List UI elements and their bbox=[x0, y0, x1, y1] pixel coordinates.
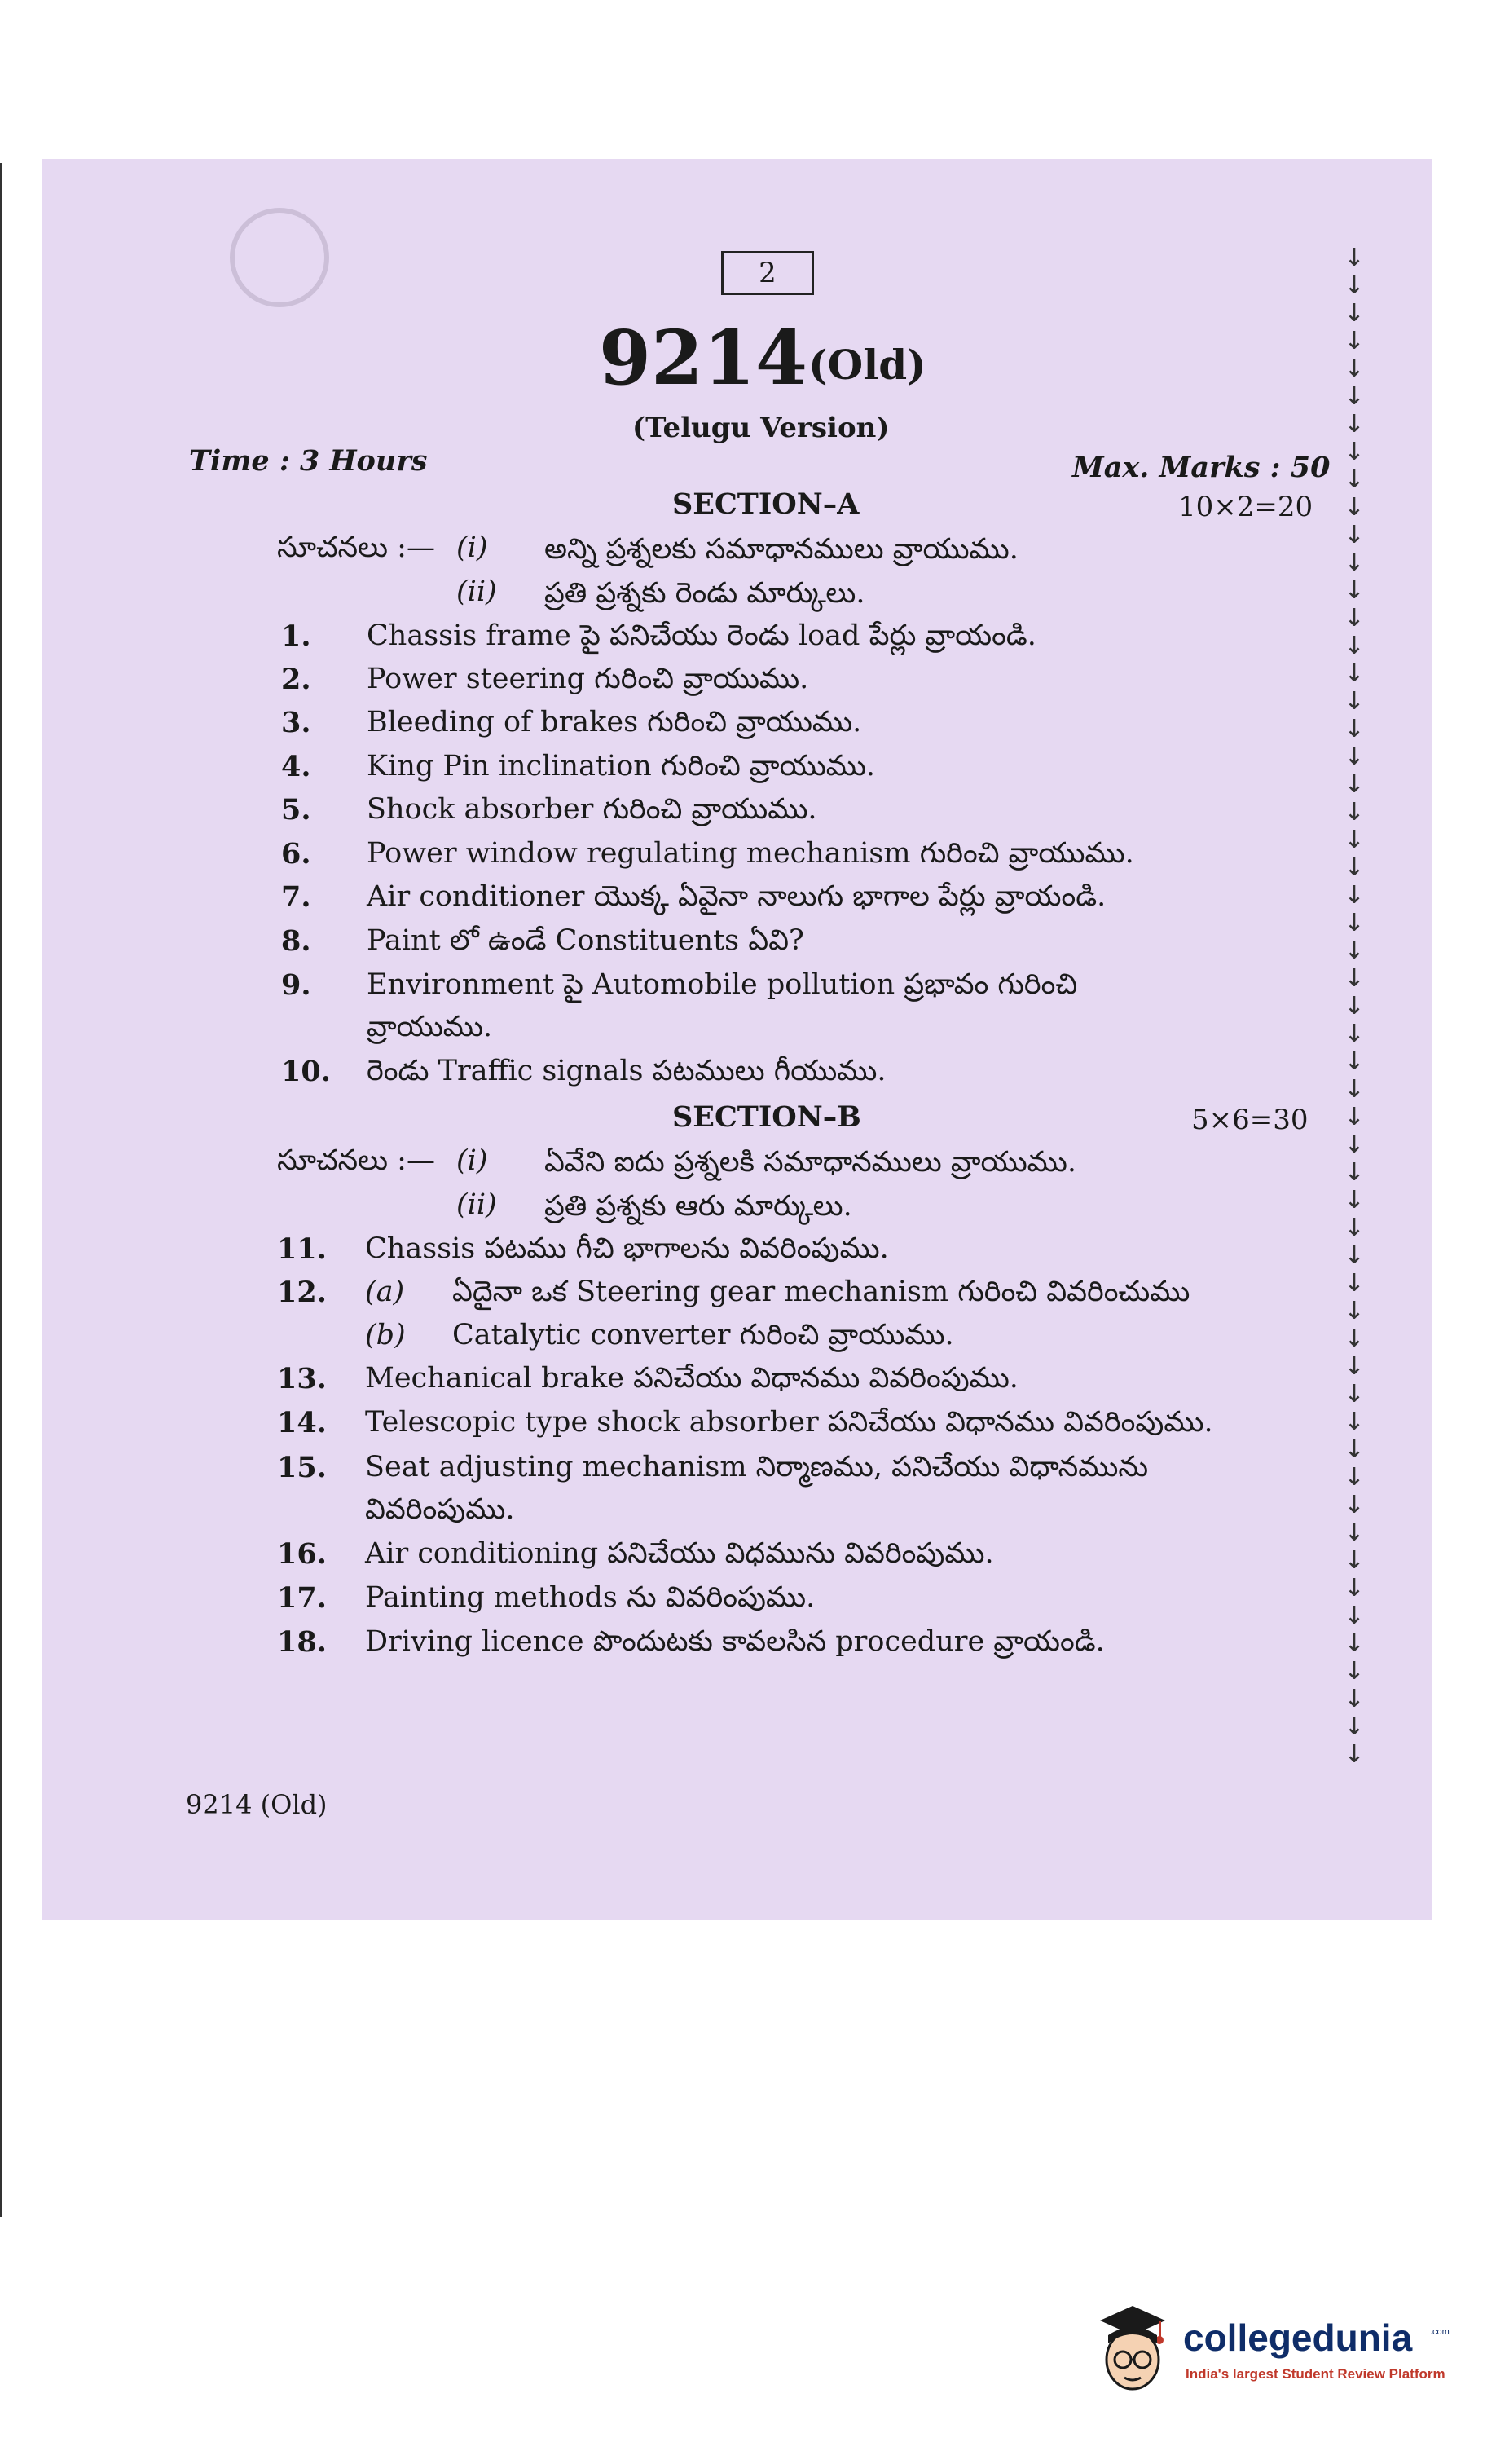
question-number: 3. bbox=[281, 706, 311, 739]
question-number: 10. bbox=[281, 1055, 331, 1088]
margin-arrow-icon: ↓ bbox=[1344, 521, 1365, 549]
section-a-note-text: అన్ని ప్రశ్నలకు సమాధానములు వ్రాయుము. bbox=[544, 533, 1019, 566]
margin-arrow-icon: ↓ bbox=[1344, 826, 1365, 854]
time-label: Time : 3 Hours bbox=[189, 444, 428, 478]
margin-arrow-icon: ↓ bbox=[1344, 1712, 1365, 1741]
question-number: 13. bbox=[277, 1362, 327, 1395]
question-sub-label: (b) bbox=[365, 1319, 406, 1351]
margin-arrow-icon: ↓ bbox=[1344, 1352, 1365, 1381]
margin-arrow-icon: ↓ bbox=[1344, 743, 1365, 771]
margin-arrow-icon: ↓ bbox=[1344, 1103, 1365, 1131]
margin-arrow-icon: ↓ bbox=[1344, 355, 1365, 383]
footer-paper-code: 9214 (Old) bbox=[186, 1789, 328, 1820]
student-mascot-icon bbox=[1092, 2303, 1173, 2400]
collegedunia-logo bbox=[1092, 2303, 1450, 2400]
margin-arrow-icon: ↓ bbox=[1344, 438, 1365, 466]
margin-arrow-icon: ↓ bbox=[1344, 937, 1365, 965]
margin-arrow-icon: ↓ bbox=[1344, 715, 1365, 743]
margin-arrow-icon: ↓ bbox=[1344, 244, 1365, 272]
margin-arrow-icon: ↓ bbox=[1344, 1491, 1365, 1519]
question-text: Air conditioning పనిచేయు విధమును వివరింపుము. bbox=[365, 1537, 994, 1570]
question-text-continued: వ్రాయుము. bbox=[367, 1011, 493, 1043]
margin-arrow-icon: ↓ bbox=[1344, 1214, 1365, 1242]
margin-arrow-icon: ↓ bbox=[1344, 659, 1365, 688]
question-number: 14. bbox=[277, 1406, 327, 1439]
paper-code: 9214 bbox=[599, 314, 808, 402]
question-number: 15. bbox=[277, 1451, 327, 1484]
margin-arrow-icon: ↓ bbox=[1344, 549, 1365, 577]
margin-arrow-icon: ↓ bbox=[1344, 465, 1365, 494]
question-text: Environment పై Automobile pollution ప్రభావం గురించి bbox=[367, 968, 1078, 1001]
margin-arrow-icon: ↓ bbox=[1344, 1657, 1365, 1686]
question-text: Power window regulating mechanism గురించి వ్రాయుము. bbox=[367, 837, 1134, 870]
question-text: రెండు Traffic signals పటములు గీయుము. bbox=[367, 1055, 887, 1087]
question-text: ఏదైనా ఒక Steering gear mechanism గురించి వివరించుము bbox=[452, 1276, 1190, 1308]
version-label: (Telugu Version) bbox=[632, 412, 890, 444]
question-number: 8. bbox=[281, 924, 311, 958]
question-number: 9. bbox=[281, 968, 311, 1002]
margin-arrow-icon: ↓ bbox=[1344, 382, 1365, 411]
question-text: Catalytic converter గురించి వ్రాయుము. bbox=[452, 1319, 954, 1351]
question-text: Chassis పటము గీచి భాగాలను వివరింపుము. bbox=[365, 1232, 889, 1265]
margin-arrow-icon: ↓ bbox=[1344, 604, 1365, 633]
question-text: Seat adjusting mechanism నిర్మాణము, పనిచేయు విధానమును bbox=[365, 1451, 1149, 1483]
section-b-note-num: (i) bbox=[456, 1144, 488, 1177]
question-text: Chassis frame పై పనిచేయు రెండు load పేర్లు వ్రాయండి. bbox=[367, 619, 1036, 652]
question-number: 12. bbox=[277, 1276, 327, 1309]
left-edge-line bbox=[0, 163, 2, 2217]
bleed-through-seal bbox=[230, 208, 329, 307]
margin-arrow-icon: ↓ bbox=[1344, 853, 1365, 882]
question-text: Mechanical brake పనిచేయు విధానము వివరింపుము. bbox=[365, 1362, 1019, 1395]
question-text: Telescopic type shock absorber పనిచేయు విధానము వివరింపుము. bbox=[365, 1406, 1213, 1439]
margin-arrow-icon: ↓ bbox=[1344, 576, 1365, 605]
section-b-marks: 5×6=30 bbox=[1191, 1104, 1309, 1136]
question-text: Power steering గురించి వ్రాయుము. bbox=[367, 663, 809, 695]
margin-arrow-icon: ↓ bbox=[1344, 1380, 1365, 1408]
question-number: 7. bbox=[281, 880, 311, 914]
margin-arrow-icon: ↓ bbox=[1344, 1325, 1365, 1353]
question-text: Painting methods ను వివరింపుము. bbox=[365, 1581, 816, 1614]
max-marks-label: Max. Marks : 50 bbox=[1072, 451, 1331, 484]
margin-arrow-icon: ↓ bbox=[1344, 410, 1365, 439]
margin-arrow-icon: ↓ bbox=[1344, 1629, 1365, 1658]
question-number: 1. bbox=[281, 619, 311, 653]
question-number: 6. bbox=[281, 837, 311, 871]
section-a-note-num: (ii) bbox=[456, 575, 497, 608]
question-number: 16. bbox=[277, 1537, 327, 1571]
question-text: Shock absorber గురించి వ్రాయుము. bbox=[367, 793, 817, 826]
margin-arrow-icon: ↓ bbox=[1344, 1047, 1365, 1076]
margin-arrow-icon: ↓ bbox=[1344, 1158, 1365, 1187]
margin-arrow-icon: ↓ bbox=[1344, 1602, 1365, 1630]
margin-arrow-icon: ↓ bbox=[1344, 881, 1365, 910]
margin-arrow-icon: ↓ bbox=[1344, 1241, 1365, 1270]
margin-arrow-icon: ↓ bbox=[1344, 299, 1365, 328]
question-sub-label: (a) bbox=[365, 1276, 405, 1308]
question-number: 11. bbox=[277, 1232, 327, 1266]
margin-arrow-icon: ↓ bbox=[1344, 992, 1365, 1020]
margin-arrow-icon: ↓ bbox=[1344, 1435, 1365, 1464]
margin-arrow-icon: ↓ bbox=[1344, 1546, 1365, 1575]
question-text: Bleeding of brakes గురించి వ్రాయుము. bbox=[367, 706, 862, 738]
section-a-marks: 10×2=20 bbox=[1178, 491, 1313, 523]
margin-arrow-icon: ↓ bbox=[1344, 1408, 1365, 1436]
paper-code-suffix: (Old) bbox=[808, 341, 926, 389]
margin-arrow-icon: ↓ bbox=[1344, 798, 1365, 826]
section-b-note-num: (ii) bbox=[456, 1188, 497, 1221]
margin-arrow-icon: ↓ bbox=[1344, 1463, 1365, 1492]
question-number: 17. bbox=[277, 1581, 327, 1615]
margin-arrow-icon: ↓ bbox=[1344, 1020, 1365, 1048]
question-text: King Pin inclination గురించి వ్రాయుము. bbox=[367, 750, 875, 782]
logo-suffix: .com bbox=[1430, 2327, 1450, 2337]
question-number: 18. bbox=[277, 1625, 327, 1659]
question-text: Air conditioner యొక్క ఏవైనా నాలుగు భాగాల పేర్లు వ్రాయండి. bbox=[367, 880, 1107, 913]
section-b-title: SECTION–B bbox=[672, 1100, 861, 1134]
page-number-box: 2 bbox=[721, 251, 814, 295]
margin-arrow-icon: ↓ bbox=[1344, 1740, 1365, 1769]
section-b-note-text: ప్రతి ప్రశ్నకు ఆరు మార్కులు. bbox=[544, 1190, 852, 1223]
question-number: 4. bbox=[281, 750, 311, 783]
margin-arrow-icon: ↓ bbox=[1344, 909, 1365, 937]
question-number: 2. bbox=[281, 663, 311, 696]
margin-arrow-icon: ↓ bbox=[1344, 1297, 1365, 1325]
section-a-note-text: ప్రతి ప్రశ్నకు రెండు మార్కులు. bbox=[544, 577, 865, 610]
margin-arrow-icon: ↓ bbox=[1344, 327, 1365, 355]
logo-tagline: India's largest Student Review Platform bbox=[1186, 2366, 1445, 2382]
margin-arrow-icon: ↓ bbox=[1344, 1574, 1365, 1602]
question-text: Driving licence పొందుటకు కావలసిన procedure వ్రాయండి. bbox=[365, 1625, 1105, 1658]
section-b-note-text: ఏవేని ఐదు ప్రశ్నలకి సమాధానములు వ్రాయుము. bbox=[544, 1146, 1076, 1179]
question-text: Paint లో ఉండే Constituents ఏవి? bbox=[367, 924, 804, 957]
margin-arrow-column bbox=[1343, 245, 1366, 1769]
question-text-continued: వివరింపుము. bbox=[365, 1493, 515, 1526]
margin-arrow-icon: ↓ bbox=[1344, 1269, 1365, 1298]
margin-arrow-icon: ↓ bbox=[1344, 1075, 1365, 1104]
margin-arrow-icon: ↓ bbox=[1344, 1685, 1365, 1713]
margin-arrow-icon: ↓ bbox=[1344, 493, 1365, 522]
margin-arrow-icon: ↓ bbox=[1344, 1519, 1365, 1547]
margin-arrow-icon: ↓ bbox=[1344, 271, 1365, 300]
margin-arrow-icon: ↓ bbox=[1344, 770, 1365, 799]
section-a-note-label: సూచనలు :— bbox=[277, 531, 435, 564]
margin-arrow-icon: ↓ bbox=[1344, 632, 1365, 660]
margin-arrow-icon: ↓ bbox=[1344, 1186, 1365, 1214]
section-b-note-label: సూచనలు :— bbox=[277, 1144, 435, 1177]
section-a-note-num: (i) bbox=[456, 531, 488, 564]
margin-arrow-icon: ↓ bbox=[1344, 964, 1365, 993]
section-a-title: SECTION–A bbox=[672, 487, 860, 521]
margin-arrow-icon: ↓ bbox=[1344, 687, 1365, 716]
question-number: 5. bbox=[281, 793, 311, 826]
margin-arrow-icon: ↓ bbox=[1344, 1131, 1365, 1159]
logo-wordmark: collegedunia bbox=[1183, 2316, 1413, 2359]
